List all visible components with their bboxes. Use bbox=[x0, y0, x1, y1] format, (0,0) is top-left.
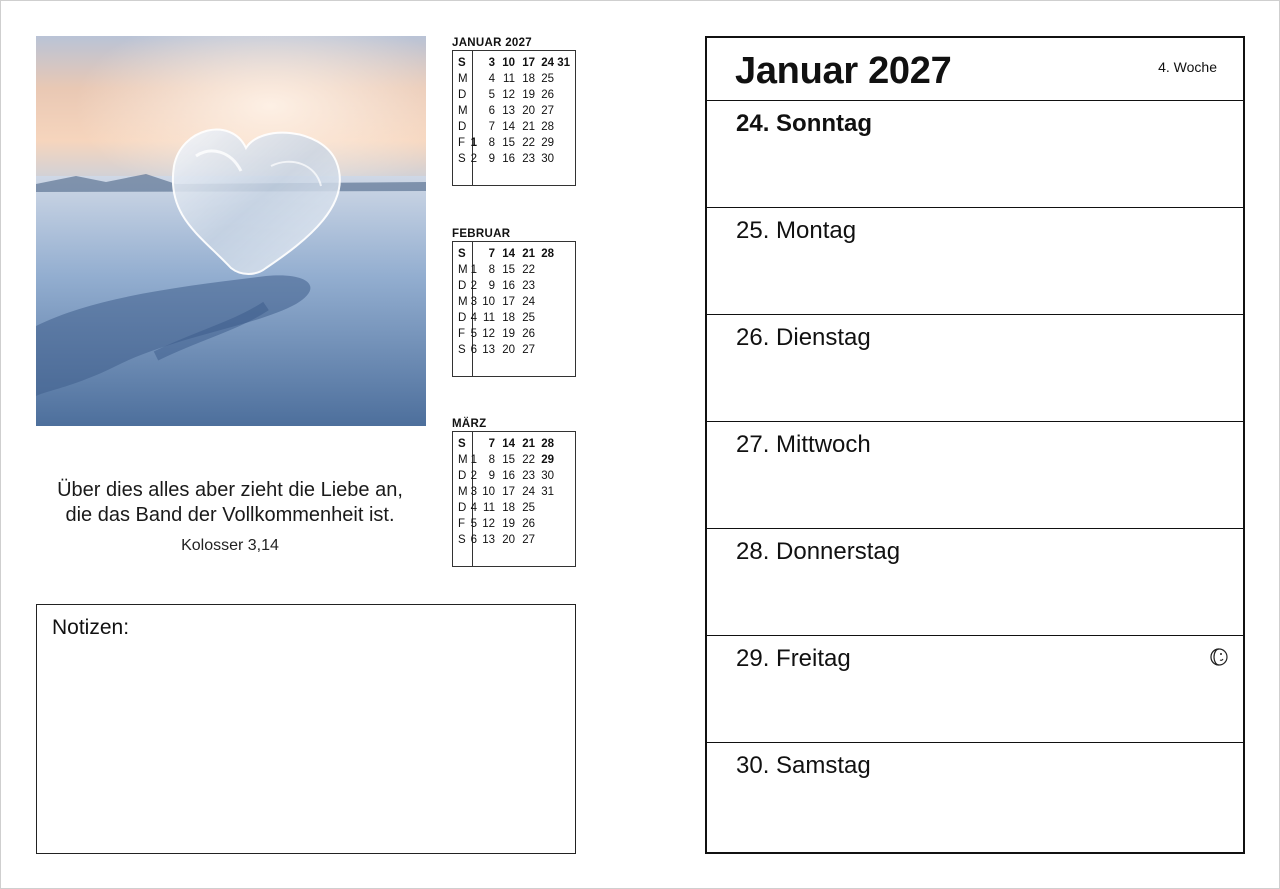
weekday-letter: F bbox=[458, 137, 466, 149]
mini-calendar-date: 28 bbox=[541, 248, 554, 260]
mini-calendar-date: 4 bbox=[488, 73, 495, 85]
day-label: 27. Mittwoch bbox=[736, 431, 871, 458]
mini-calendar-date: 24 bbox=[522, 296, 535, 308]
mini-calendar-row bbox=[453, 246, 575, 262]
mini-calendar-date: 18 bbox=[502, 502, 515, 514]
mini-calendar-date: 13 bbox=[482, 534, 495, 546]
mini-calendar-date: 20 bbox=[502, 534, 515, 546]
day-row-dienstag[interactable] bbox=[707, 315, 1243, 422]
mini-calendar-grid bbox=[452, 431, 576, 567]
mini-calendar-maerz bbox=[452, 417, 576, 567]
weekday-letter: S bbox=[458, 438, 466, 450]
weekday-letter: D bbox=[458, 280, 467, 292]
mini-calendar-date: 21 bbox=[522, 121, 535, 133]
mini-calendar-date: 24 bbox=[541, 57, 554, 69]
mini-calendar-date: 7 bbox=[488, 438, 495, 450]
weekday-letter: D bbox=[458, 502, 467, 514]
mini-calendar-date: 9 bbox=[488, 153, 495, 165]
mini-calendar-date: 25 bbox=[522, 502, 535, 514]
mini-calendar-date: 12 bbox=[482, 328, 495, 340]
mini-calendar-date: 31 bbox=[541, 486, 554, 498]
mini-calendar-date: 16 bbox=[502, 470, 515, 482]
mini-calendar-row bbox=[453, 87, 575, 103]
mini-calendar-date: 29 bbox=[541, 454, 554, 466]
mini-calendar-date: 23 bbox=[522, 153, 535, 165]
mini-calendar-date: 12 bbox=[502, 89, 515, 101]
mini-calendar-date: 17 bbox=[502, 296, 515, 308]
mini-calendar-row bbox=[453, 484, 575, 500]
mini-calendar-row bbox=[453, 278, 575, 294]
mini-calendar-grid bbox=[452, 50, 576, 186]
mini-calendar-date: 11 bbox=[483, 312, 495, 324]
mini-calendar-date: 20 bbox=[522, 105, 535, 117]
weekday-letter: M bbox=[458, 486, 468, 498]
mini-calendar-row bbox=[453, 516, 575, 532]
week-header bbox=[707, 38, 1243, 101]
day-row-donnerstag[interactable] bbox=[707, 529, 1243, 636]
mini-calendar-date: 22 bbox=[522, 137, 535, 149]
mini-calendar-date: 15 bbox=[502, 454, 515, 466]
mini-calendar-date: 15 bbox=[502, 264, 515, 276]
mini-calendar-row bbox=[453, 135, 575, 151]
verse-reference: Kolosser 3,14 bbox=[181, 537, 279, 554]
mini-calendar-date: 21 bbox=[522, 248, 535, 260]
mini-calendar-date: 14 bbox=[502, 121, 515, 133]
day-row-sonntag[interactable] bbox=[707, 101, 1243, 208]
mini-calendar-date: 25 bbox=[541, 73, 554, 85]
mini-calendar-row bbox=[453, 294, 575, 310]
weekday-letter: D bbox=[458, 312, 467, 324]
weekday-letter: M bbox=[458, 105, 468, 117]
mini-calendar-date: 10 bbox=[482, 486, 495, 498]
mini-calendar-date: 2 bbox=[470, 470, 477, 482]
mini-calendar-date: 4 bbox=[470, 312, 477, 324]
bible-verse bbox=[30, 478, 430, 555]
mini-calendar-date: 3 bbox=[470, 486, 477, 498]
mini-calendar-date: 1 bbox=[470, 137, 477, 149]
mini-calendar-date: 8 bbox=[488, 454, 495, 466]
mini-calendar-date: 23 bbox=[522, 470, 535, 482]
mini-calendar-date: 26 bbox=[522, 328, 535, 340]
day-row-montag[interactable] bbox=[707, 208, 1243, 315]
mini-calendar-row bbox=[453, 326, 575, 342]
mini-calendar-februar bbox=[452, 227, 576, 377]
mini-calendar-date: 16 bbox=[502, 153, 515, 165]
mini-calendar-date: 5 bbox=[488, 89, 495, 101]
mini-calendar-date: 23 bbox=[522, 280, 535, 292]
day-label: 25. Montag bbox=[736, 217, 857, 244]
weekday-letter: M bbox=[458, 264, 468, 276]
mini-calendar-date: 28 bbox=[541, 121, 554, 133]
mini-calendar-row bbox=[453, 436, 575, 452]
mini-calendar-row bbox=[453, 342, 575, 358]
mini-calendar-date: 2 bbox=[470, 153, 477, 165]
mini-calendar-row bbox=[453, 119, 575, 135]
mini-calendar-date: 2 bbox=[470, 280, 477, 292]
mini-calendar-row bbox=[453, 71, 575, 87]
verse-line-2: die das Band der Vollkommenheit ist. bbox=[65, 504, 395, 526]
mini-calendar-date: 30 bbox=[541, 470, 554, 482]
weekday-letter: M bbox=[458, 296, 468, 308]
mini-calendar-date: 8 bbox=[488, 137, 495, 149]
mini-calendar-date: 5 bbox=[470, 328, 477, 340]
mini-calendar-date: 13 bbox=[482, 344, 495, 356]
mini-calendar-date: 20 bbox=[502, 344, 515, 356]
mini-calendar-grid bbox=[452, 241, 576, 377]
mini-calendar-date: 5 bbox=[470, 518, 477, 530]
mini-calendar-row bbox=[453, 452, 575, 468]
mini-calendar-date: 22 bbox=[522, 264, 535, 276]
mini-calendar-date: 21 bbox=[522, 438, 535, 450]
mini-calendar-date: 19 bbox=[502, 328, 515, 340]
mini-calendar-date: 15 bbox=[502, 137, 515, 149]
mini-calendar-title: MÄRZ bbox=[452, 418, 487, 430]
mini-calendar-date: 1 bbox=[470, 264, 477, 276]
mini-calendar-date: 19 bbox=[502, 518, 515, 530]
mini-calendar-date: 18 bbox=[502, 312, 515, 324]
mini-calendar-date: 27 bbox=[522, 534, 535, 546]
mini-calendar-date: 31 bbox=[557, 57, 570, 69]
weekday-letter: S bbox=[458, 344, 466, 356]
weekday-letter: S bbox=[458, 57, 466, 69]
mini-calendar-date: 11 bbox=[503, 73, 515, 85]
ice-heart-photo bbox=[36, 36, 426, 426]
mini-calendar-date: 1 bbox=[470, 454, 477, 466]
mini-calendar-date: 22 bbox=[522, 454, 535, 466]
mini-calendar-date: 27 bbox=[541, 105, 554, 117]
mini-calendar-date: 17 bbox=[522, 57, 535, 69]
mini-calendar-date: 29 bbox=[541, 137, 554, 149]
weekday-letter: S bbox=[458, 534, 466, 546]
day-row-freitag[interactable] bbox=[707, 636, 1243, 743]
weekday-letter: M bbox=[458, 73, 468, 85]
mini-calendar-date: 13 bbox=[502, 105, 515, 117]
mini-calendar-row bbox=[453, 532, 575, 548]
mini-calendar-row bbox=[453, 262, 575, 278]
mini-calendar-row bbox=[453, 151, 575, 167]
mini-calendar-date: 6 bbox=[488, 105, 495, 117]
mini-calendar-date: 18 bbox=[522, 73, 535, 85]
mini-calendar-date: 7 bbox=[488, 121, 495, 133]
mini-calendar-date: 25 bbox=[522, 312, 535, 324]
mini-calendar-date: 26 bbox=[541, 89, 554, 101]
weekday-letter: F bbox=[458, 328, 466, 340]
mini-calendar-date: 10 bbox=[482, 296, 495, 308]
weekday-letter: S bbox=[458, 248, 466, 260]
weekday-letter: D bbox=[458, 121, 467, 133]
mini-calendar-date: 8 bbox=[488, 264, 495, 276]
day-label: 24. Sonntag bbox=[736, 110, 873, 137]
last-quarter-moon-icon bbox=[1209, 645, 1229, 669]
week-planner bbox=[705, 36, 1245, 854]
mini-calendar-date: 3 bbox=[488, 57, 495, 69]
mini-calendar-date: 24 bbox=[522, 486, 535, 498]
weekday-letter: D bbox=[458, 89, 467, 101]
mini-calendar-date: 9 bbox=[488, 280, 495, 292]
weekday-letter: F bbox=[458, 518, 466, 530]
verse-line-1: Über dies alles aber zieht die Liebe an, bbox=[57, 479, 403, 501]
mini-calendar-date: 6 bbox=[470, 344, 477, 356]
mini-calendar-row bbox=[453, 310, 575, 326]
mini-calendar-date: 12 bbox=[482, 518, 495, 530]
notes-box[interactable] bbox=[36, 604, 576, 854]
week-number: 4. Woche bbox=[1158, 59, 1217, 75]
mini-calendar-date: 30 bbox=[541, 153, 554, 165]
day-label: 28. Donnerstag bbox=[736, 538, 901, 565]
mini-calendar-date: 16 bbox=[502, 280, 515, 292]
mini-calendar-date: 17 bbox=[502, 486, 515, 498]
mini-calendar-date: 19 bbox=[522, 89, 535, 101]
mini-calendar-title: JANUAR 2027 bbox=[452, 37, 532, 49]
mini-calendar-date: 9 bbox=[488, 470, 495, 482]
mini-calendar-date: 14 bbox=[502, 438, 515, 450]
notes-label: Notizen: bbox=[52, 616, 130, 639]
month-title: Januar 2027 bbox=[735, 50, 952, 92]
mini-calendar-date: 11 bbox=[483, 502, 495, 514]
mini-calendar-date: 26 bbox=[522, 518, 535, 530]
mini-calendar-date: 27 bbox=[522, 344, 535, 356]
mini-calendar-row bbox=[453, 55, 575, 71]
mini-calendar-title: FEBRUAR bbox=[452, 228, 511, 240]
day-label: 30. Samstag bbox=[736, 752, 871, 779]
mini-calendar-date: 10 bbox=[502, 57, 515, 69]
weekday-letter: D bbox=[458, 470, 467, 482]
mini-calendar-date: 28 bbox=[541, 438, 554, 450]
mini-calendar-date: 6 bbox=[470, 534, 477, 546]
mini-calendar-date: 7 bbox=[488, 248, 495, 260]
weekday-letter: S bbox=[458, 153, 466, 165]
weekday-letter: M bbox=[458, 454, 468, 466]
mini-calendar-row bbox=[453, 468, 575, 484]
mini-calendar-date: 4 bbox=[470, 502, 477, 514]
mini-calendar-date: 3 bbox=[470, 296, 477, 308]
day-label: 29. Freitag bbox=[736, 645, 851, 672]
day-row-samstag[interactable] bbox=[707, 743, 1243, 850]
day-row-mittwoch[interactable] bbox=[707, 422, 1243, 529]
mini-calendar-januar bbox=[452, 36, 576, 186]
mini-calendar-row bbox=[453, 103, 575, 119]
day-label: 26. Dienstag bbox=[736, 324, 871, 351]
mini-calendar-date: 14 bbox=[502, 248, 515, 260]
mini-calendar-row bbox=[453, 500, 575, 516]
